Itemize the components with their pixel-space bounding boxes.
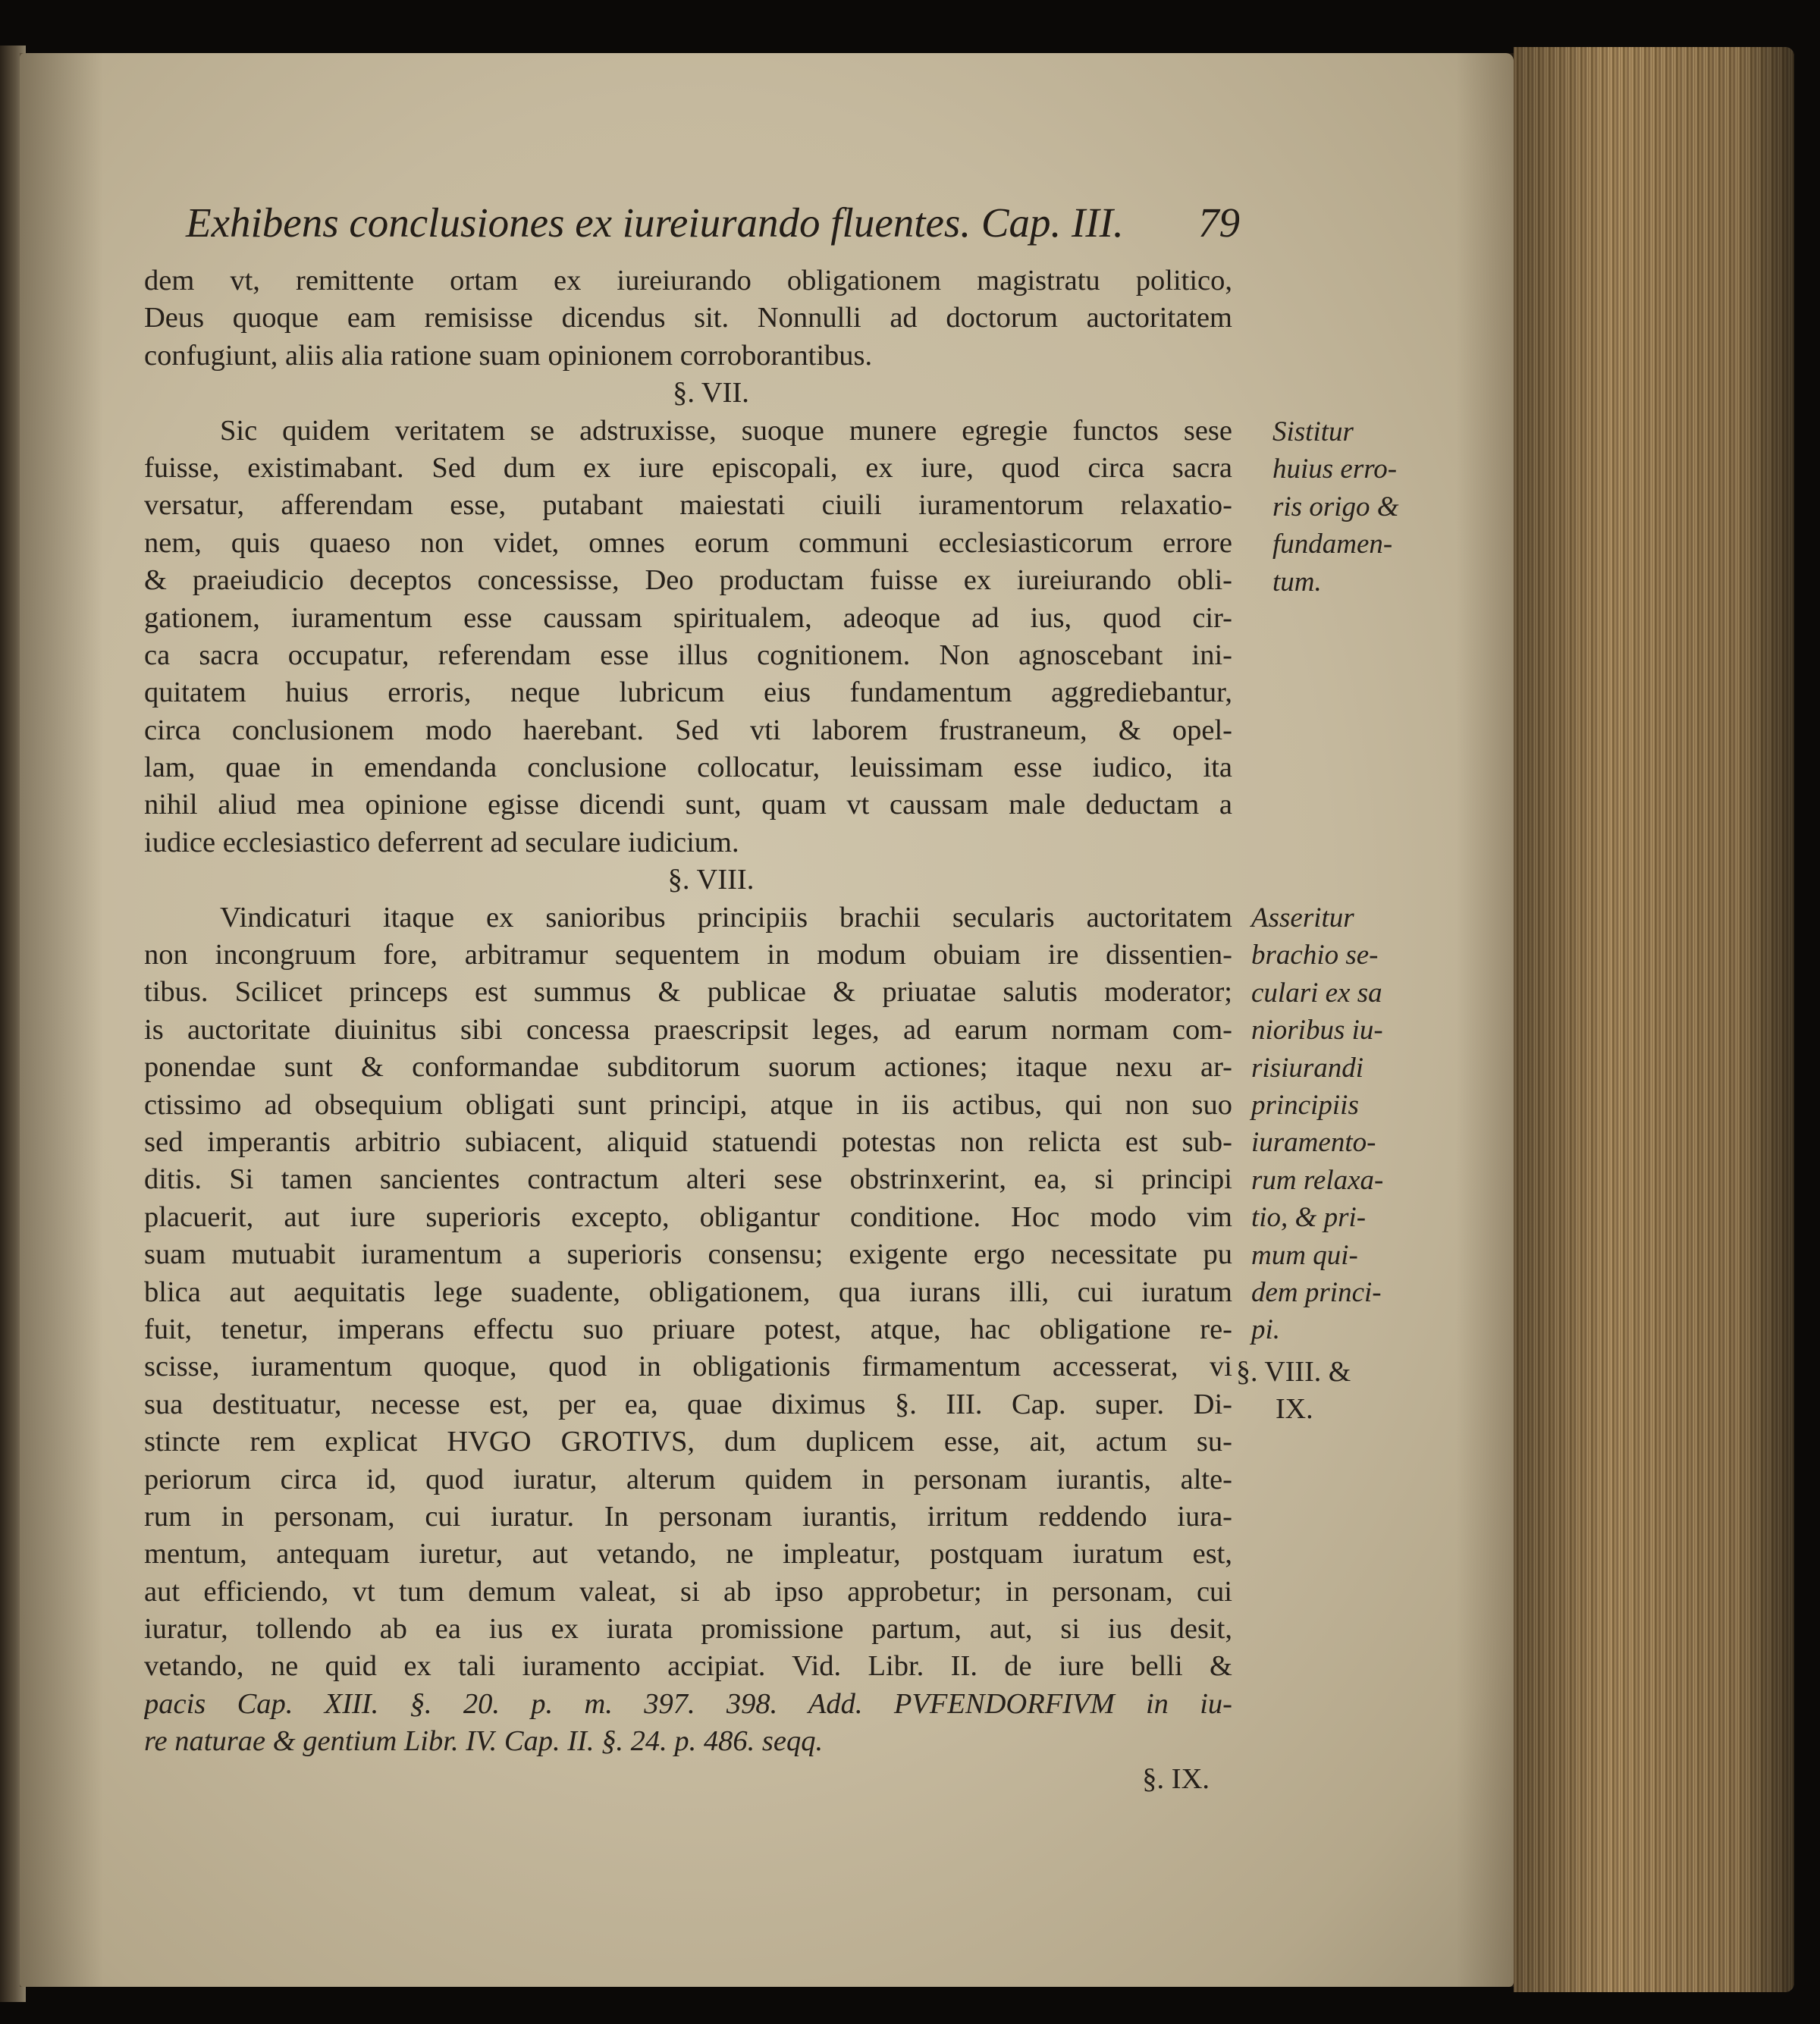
text-line: blica aut aequitatis lege suadente, obligationem, qua iurans illi, cui iuratum [144, 1276, 1232, 1308]
margin-note-line: tum. [1272, 566, 1322, 598]
text-line: gationem, iuramentum esse caussam spiritualem, adeoque ad ius, quod cir- [144, 601, 1232, 634]
page-edge-shadow [1456, 53, 1517, 1987]
section-heading: §. VIII. [667, 864, 755, 896]
section-heading: §. VII. [673, 377, 749, 410]
margin-note-line: mum qui- [1251, 1239, 1358, 1271]
text-line: placuerit, aut iure superioris excepto, obligantur conditione. Hoc modo vim [144, 1200, 1232, 1233]
text-line: Sic quidem veritatem se adstruxisse, suoque munere egregie functos sese [220, 414, 1232, 447]
margin-reference-line: §. VIII. & [1236, 1356, 1351, 1388]
text-line: sua destituatur, necesse est, per ea, quae diximus §. III. Cap. super. Di- [144, 1388, 1232, 1420]
margin-note-line: culari ex sa [1251, 977, 1382, 1009]
margin-reference [1236, 1354, 1351, 1429]
margin-note-sistitur [1272, 413, 1399, 601]
text-line: aut efficiendo, vt tum demum valeat, si ab ipso approbetur; in personam, cui [144, 1575, 1232, 1608]
margin-note-line: risiurandi [1251, 1052, 1364, 1084]
text-line: pacis Cap. XIII. §. 20. p. m. 397. 398. Add. PVFENDORFIVM in iu- [144, 1687, 1232, 1720]
text-line: versatur, afferendam esse, putabant maiestati ciuili iuramentorum relaxatio- [144, 489, 1232, 522]
margin-note-line: iuramento- [1251, 1127, 1376, 1159]
body-text [144, 262, 1232, 1798]
text-line: nem, quis quaeso non videt, omnes eorum communi ecclesiasticorum errore [144, 526, 1232, 559]
running-head: Exhibens conclusiones ex iureiurando fluentes. Cap. III. [186, 199, 1124, 246]
text-line: mentum, antequam iuretur, aut vetando, ne impleatur, postquam iuratum est, [144, 1538, 1232, 1571]
margin-note-line: Sistitur [1272, 416, 1354, 447]
text-line: is auctoritate diuinitus sibi concessa praescripsit leges, ad earum normam com- [144, 1013, 1232, 1046]
text-line: confugiunt, aliis alia ratione suam opinionem corroborantibus. [144, 339, 873, 372]
text-line: suam mutuabit iuramentum a superioris consensu; exigente ergo necessitate pu [144, 1238, 1232, 1271]
margin-note-line: nioribus iu- [1251, 1015, 1383, 1047]
text-line: fuisse, existimabant. Sed dum ex iure episcopali, ex iure, quod circa sacra [144, 451, 1232, 484]
text-line: iudice ecclesiastico deferrent ad seculare iudicium. [144, 826, 739, 858]
text-line: ditis. Si tamen sancientes contractum alteri sese obstrinxerint, ea, si principi [144, 1163, 1232, 1196]
catchword: §. IX. [1142, 1762, 1210, 1795]
text-line: circa conclusionem modo haerebant. Sed vti laborem frustraneum, & opel- [144, 714, 1232, 746]
text-line: dem vt, remittente ortam ex iureiurando obligationem magistratu politico, [144, 265, 1232, 297]
margin-note-line: fundamen- [1272, 529, 1393, 560]
text-line: re naturae & gentium Libr. IV. Cap. II. §. 24. p. 486. seqq. [144, 1725, 824, 1758]
text-line: nihil aliud mea opinione egisse dicendi sunt, quam vt caussam male deductam a [144, 789, 1232, 821]
margin-note-line: ris origo & [1272, 491, 1399, 522]
page-number: 79 [1198, 199, 1240, 246]
margin-note-line: principiis [1251, 1090, 1359, 1122]
margin-reference-line: IX. [1276, 1393, 1313, 1426]
text-line: stincte rem explicat HVGO GROTIVS, dum duplicem esse, ait, actum su- [144, 1426, 1232, 1458]
margin-note-line: dem princi- [1251, 1277, 1382, 1309]
text-line: tibus. Scilicet princeps est summus & publicae & priuatae salutis moderator; [144, 976, 1232, 1009]
margin-note-line: brachio se- [1251, 940, 1379, 971]
gutter-shadow [20, 53, 103, 1987]
text-line: ctissimo ad obsequium obligati sunt principi, atque in iis actibus, qui non suo [144, 1088, 1232, 1121]
margin-note-line: rum relaxa- [1251, 1164, 1384, 1196]
text-line: vetando, ne quid ex tali iuramento accipiat. Vid. Libr. II. de iure belli & [144, 1650, 1232, 1683]
text-line: Vindicaturi itaque ex sanioribus principiis brachii secularis auctoritatem [220, 901, 1232, 934]
text-line: scisse, iuramentum quoque, quod in obligationis firmamentum accesserat, vi [144, 1351, 1232, 1383]
text-line: Deus quoque eam remisisse dicendus sit. Nonnulli ad doctorum auctoritatem [144, 302, 1232, 334]
text-line: sed imperantis arbitrio subiacent, aliquid statuendi potestas non relicta est sub- [144, 1125, 1232, 1158]
text-line: iuratur, tollendo ab ea ius ex iurata promissione partum, aut, si ius desit, [144, 1613, 1232, 1646]
text-line: fuit, tenetur, imperans effectu suo priuare potest, atque, hac obligatione re- [144, 1313, 1232, 1345]
margin-note-line: huius erro- [1272, 453, 1398, 485]
margin-note-line: tio, & pri- [1251, 1202, 1367, 1234]
margin-note-line: pi. [1251, 1314, 1281, 1346]
text-line: periorum circa id, quod iuratur, alterum quidem in personam iurantis, alte- [144, 1463, 1232, 1495]
text-line: & praeiudicio deceptos concessisse, Deo productam fuisse ex iureiurando obli- [144, 564, 1232, 597]
text-line: lam, quae in emendanda conclusione collocatur, leuissimam esse iudico, ita [144, 752, 1232, 784]
text-line: rum in personam, cui iuratur. In personam iurantis, irritum reddendo iura- [144, 1500, 1232, 1533]
text-line: quitatem huius erroris, neque lubricum eius fundamentum aggrediebantur, [144, 676, 1232, 709]
text-line: ponendae sunt & conformandae subditorum suorum actiones; itaque nexu ar- [144, 1051, 1232, 1084]
margin-note-asseritur [1251, 899, 1383, 1349]
book-fore-edge-shade [1514, 47, 1794, 1992]
margin-note-line: Asseritur [1251, 902, 1354, 934]
text-line: ca sacra occupatur, referendam esse illus cognitionem. Non agnoscebant ini- [144, 639, 1232, 671]
text-line: non incongruum fore, arbitramur sequentem in modum obuiam ire dissentien- [144, 939, 1232, 971]
